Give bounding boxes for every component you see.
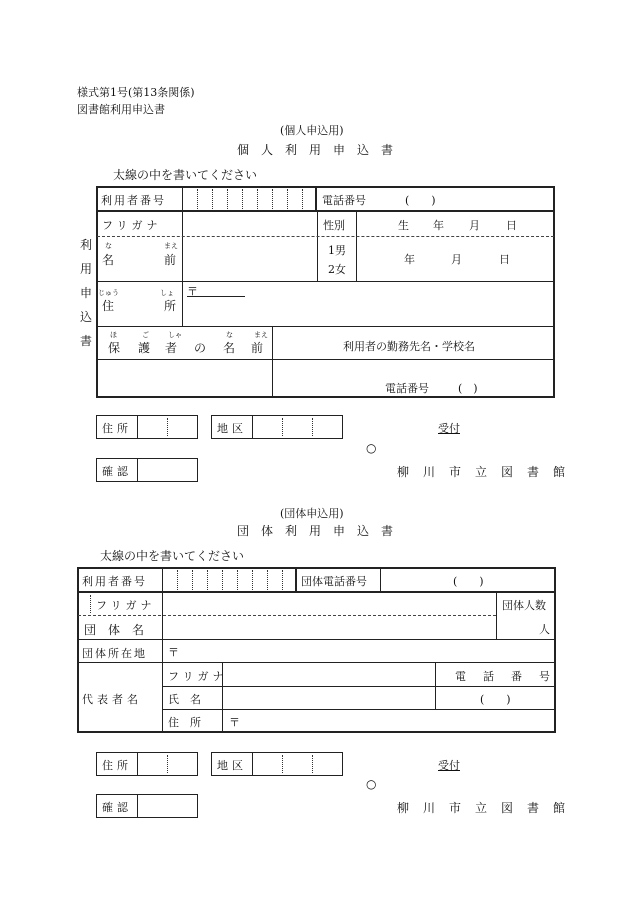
guardian-label-2: 護 (138, 341, 151, 355)
name-label-2: 前 (164, 253, 177, 267)
office-address-label-2: 住所 (102, 759, 132, 772)
guardian-label-1: 保 (108, 341, 121, 355)
name-label-1: 名 (102, 253, 115, 267)
office-district-label-2: 地区 (217, 759, 247, 772)
rep-postal-mark: 〒 (229, 716, 240, 729)
user-number-label: 利用者番号 (101, 194, 166, 207)
document-title: 図書館利用申込書 (77, 103, 165, 116)
gender-option-male: 1男 (328, 244, 346, 257)
group-user-number-label: 利用者番号 (82, 575, 147, 588)
guardian-label-5: 名 (223, 341, 236, 355)
side-label-4: 込 (80, 310, 93, 324)
date-label-day: 日 (499, 253, 510, 266)
rep-address-label: 住 所 (168, 716, 201, 729)
group-phone-parens: ( ) (453, 575, 484, 588)
phone-parens: ( ) (405, 194, 436, 207)
form-number: 様式第1号(第13条関係) (77, 86, 195, 99)
workplace-phone-parens: ( ) (458, 382, 478, 395)
workplace-label: 利用者の勤務先名・学校名 (343, 340, 475, 353)
guardian-label-3: 者 (165, 341, 178, 355)
birth-label-3: 月 (469, 219, 480, 232)
date-label-month: 月 (451, 253, 462, 266)
library-name: 柳川市立図書館 (397, 465, 580, 479)
individual-instruction: 太線の中を書いてください (113, 168, 258, 182)
office-district-label: 地区 (217, 422, 247, 435)
guardian-label-6: 前 (251, 341, 264, 355)
group-postal-mark: 〒 (168, 646, 179, 659)
gender-label: 性別 (323, 219, 345, 232)
office-circle-mark-2: ○ (366, 777, 377, 791)
side-label-2: 用 (80, 262, 93, 276)
furigana-label: フリガナ (102, 219, 162, 232)
office-address-label: 住所 (102, 422, 132, 435)
individual-title: 個 人 利 用 申 込 書 (237, 143, 394, 157)
address-label-2: 所 (164, 299, 177, 313)
office-confirm-label: 確認 (102, 465, 132, 478)
library-name-2: 柳川市立図書館 (397, 801, 580, 815)
rep-phone-label: 電話番号 (455, 670, 567, 683)
individual-subtitle: (個人申込用) (280, 124, 344, 137)
people-unit: 人 (539, 623, 550, 636)
side-label-3: 申 (80, 286, 93, 300)
birth-label-4: 日 (506, 219, 517, 232)
gender-option-female: 2女 (328, 263, 346, 276)
group-furigana-label: フリガナ (96, 599, 156, 612)
workplace-phone-label: 電話番号 (385, 382, 429, 395)
group-title: 団 体 利 用 申 込 書 (237, 524, 394, 538)
group-name-label: 団 体 名 (84, 623, 145, 637)
rep-phone-parens: ( ) (480, 693, 511, 706)
member-count-label: 団体人数 (502, 599, 546, 612)
postal-mark: 〒 (187, 285, 198, 298)
office-received-label-2: 受付 (438, 759, 460, 772)
office-received-label: 受付 (438, 422, 460, 435)
guardian-label-4: の (194, 341, 207, 355)
address-label-1: 住 (102, 299, 115, 313)
office-confirm-label-2: 確認 (102, 801, 132, 814)
group-instruction: 太線の中を書いてください (100, 549, 245, 563)
rep-name-label: 氏 名 (168, 693, 201, 706)
date-label-year: 年 (404, 253, 415, 266)
group-address-label: 団体所在地 (82, 647, 147, 660)
side-label-1: 利 (80, 238, 93, 252)
rep-label: 代表者名 (82, 693, 142, 706)
rep-furigana-label: フリガナ (168, 670, 228, 683)
birth-label-2: 年 (433, 219, 444, 232)
side-label-5: 書 (80, 334, 93, 348)
phone-label: 電話番号 (322, 194, 366, 207)
group-subtitle: (団体申込用) (280, 507, 344, 520)
birth-label-1: 生 (398, 219, 409, 232)
office-circle-mark: ○ (366, 441, 377, 455)
group-phone-label: 団体電話番号 (301, 575, 367, 588)
